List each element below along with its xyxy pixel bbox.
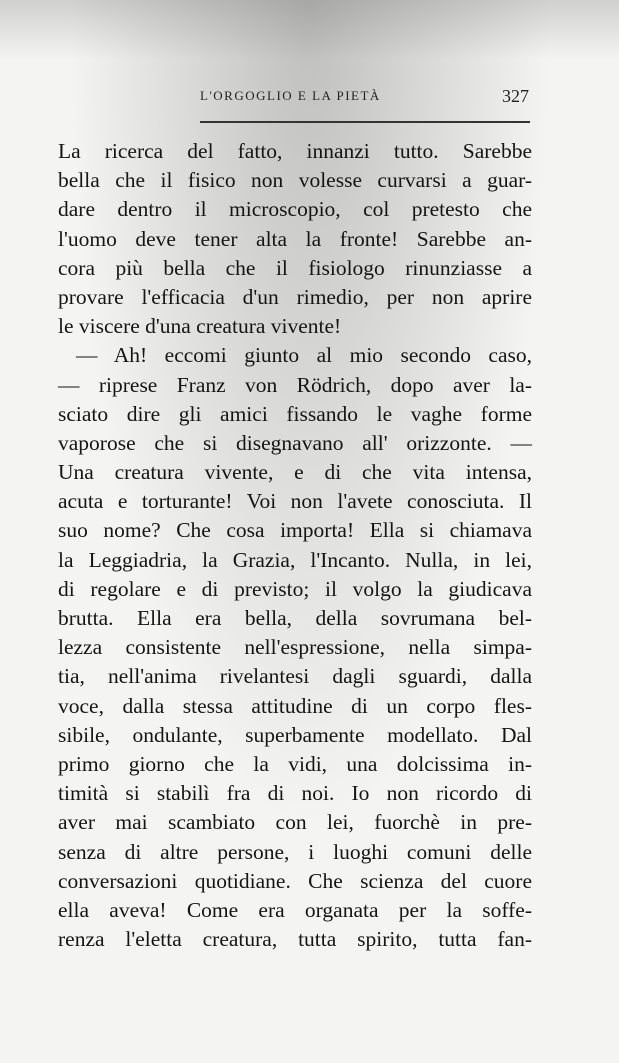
text-line: dare dentro il microscopio, col pretesto che xyxy=(58,197,532,222)
text-line: La ricerca del fatto, innanzi tutto. Sarebbe xyxy=(58,139,532,163)
text-line: senza di altre persone, i luoghi comuni delle xyxy=(58,839,532,864)
text-line: sibile, ondulante, superbamente modellato. Dal xyxy=(58,722,532,747)
text-line: bella che il fisico non volesse curvarsi a guar- xyxy=(58,168,532,193)
text-line: sciato dire gli amici fissando le vaghe forme xyxy=(58,401,532,426)
text-line: la Leggiadria, la Grazia, l'Incanto. Nulla, in lei, xyxy=(58,547,532,572)
text-line: — riprese Franz von Rödrich, dopo aver la- xyxy=(58,372,532,397)
text-line: voce, dalla stessa attitudine di un corpo fles- xyxy=(58,693,532,718)
text-line: provare l'efficacia d'un rimedio, per non aprire xyxy=(58,284,532,309)
paragraph-1 xyxy=(58,137,532,341)
text-line: Una creatura vivente, e di che vita intensa, xyxy=(58,460,532,485)
header-rule xyxy=(200,121,530,123)
text-line: l'uomo deve tener alta la fronte! Sarebbe an- xyxy=(58,226,532,251)
paragraph-2 xyxy=(58,341,532,954)
page-number: 327 xyxy=(502,86,529,106)
text-line: lezza consistente nell'espressione, nella simpa- xyxy=(58,635,532,660)
text-line: — Ah! eccomi giunto al mio secondo caso, xyxy=(76,343,532,368)
text-line: acuta e torturante! Voi non l'avete conosciuta. Il xyxy=(58,489,532,514)
text-line: ella aveva! Come era organata per la soffe- xyxy=(58,897,532,922)
text-line: tia, nell'anima rivelantesi dagli sguardi, dalla xyxy=(58,664,532,689)
text-line: timità si stabilì fra di noi. Io non ricordo di xyxy=(58,781,532,806)
text-line: di regolare e di previsto; il volgo la giudicava xyxy=(58,576,532,601)
running-head: L'ORGOGLIO E LA PIETÀ xyxy=(200,88,381,103)
text-line: conversazioni quotidiane. Che scienza del cuore xyxy=(58,868,532,893)
text-line: primo giorno che la vidi, una dolcissima in- xyxy=(58,751,532,776)
text-line: vaporose che si disegnavano all' orizzonte. — xyxy=(58,430,532,455)
text-line: cora più bella che il fisiologo rinunziasse a xyxy=(58,255,532,280)
text-line: le viscere d'una creatura vivente! xyxy=(58,314,342,339)
body-text xyxy=(58,137,532,954)
text-line: suo nome? Che cosa importa! Ella si chiamava xyxy=(58,518,532,543)
text-line: renza l'eletta creatura, tutta spirito, tutta fan- xyxy=(58,927,532,952)
text-line: brutta. Ella era bella, della sovrumana bel- xyxy=(58,606,532,630)
text-line: aver mai scambiato con lei, fuorchè in pre- xyxy=(58,810,532,835)
